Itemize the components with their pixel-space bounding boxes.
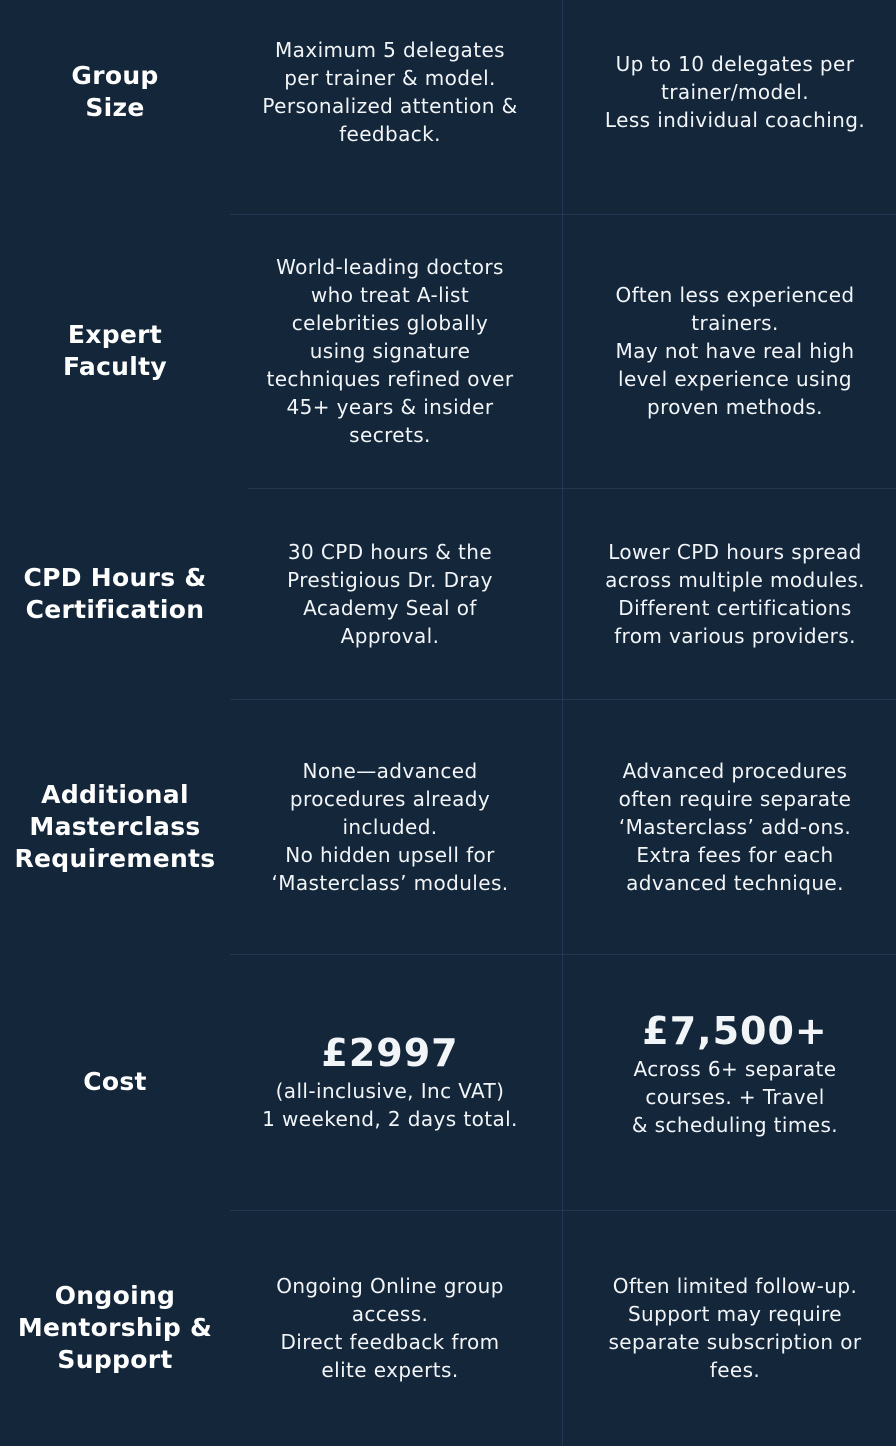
academy-cell: Ongoing Online group access. Direct feedback from elite experts. [276, 1274, 504, 1382]
comparison-row-masterclass [0, 699, 896, 954]
academy-cell: 30 CPD hours & the Prestigious Dr. Dray Academy Seal of Approval. [287, 539, 493, 648]
others-cell: Up to 10 delegates per trainer/model. Less individual coaching. [604, 52, 866, 132]
comparison-row-expert-faculty [0, 214, 896, 488]
row-label: Group Size [71, 61, 159, 122]
others-cell: Advanced procedures often require separate ‘Masterclass’ add-ons. Extra fees for each advanced technique. [618, 758, 852, 895]
academy-cell: Maximum 5 delegates per trainer & model. Personalized attention & feedback. [262, 38, 518, 146]
row-label: Cost [83, 1067, 147, 1096]
row-label: Additional Masterclass Requirements [14, 779, 216, 873]
others-cell [575, 954, 895, 1210]
academy-cell: World-leading doctors who treat A-list celebrities globally using signature techniques refined over 45+ years & insider secrets. [266, 255, 514, 447]
others-cell: Often less experienced trainers. May not have real high level experience using proven methods. [615, 283, 855, 419]
row-label: Expert Faculty [62, 320, 168, 381]
others-cell: Lower CPD hours spread across multiple modules. Different certifications from various providers. [605, 539, 865, 648]
academy-price-details: (all-inclusive, Inc VAT) 1 weekend, 2 days total. [262, 1079, 518, 1131]
row-label: Ongoing Mentorship & Support [17, 1281, 213, 1374]
academy-cell [232, 954, 548, 1210]
others-cell: Often limited follow-up. Support may require separate subscription or fees. [608, 1274, 862, 1382]
row-label: CPD Hours & Certification [23, 562, 207, 624]
academy-price: £2997 [321, 1031, 459, 1075]
comparison-row-cpd [0, 488, 896, 699]
comparison-row-cost [0, 954, 896, 1210]
comparison-row-group-size [0, 0, 896, 184]
others-price-details: Across 6+ separate courses. + Travel & scheduling times. [631, 1057, 839, 1137]
academy-cell: None—advanced procedures already included. No hidden upsell for ‘Masterclass’ modules. [271, 758, 509, 895]
others-price: £7,500+ [642, 1009, 828, 1053]
comparison-row-mentorship [0, 1210, 896, 1446]
